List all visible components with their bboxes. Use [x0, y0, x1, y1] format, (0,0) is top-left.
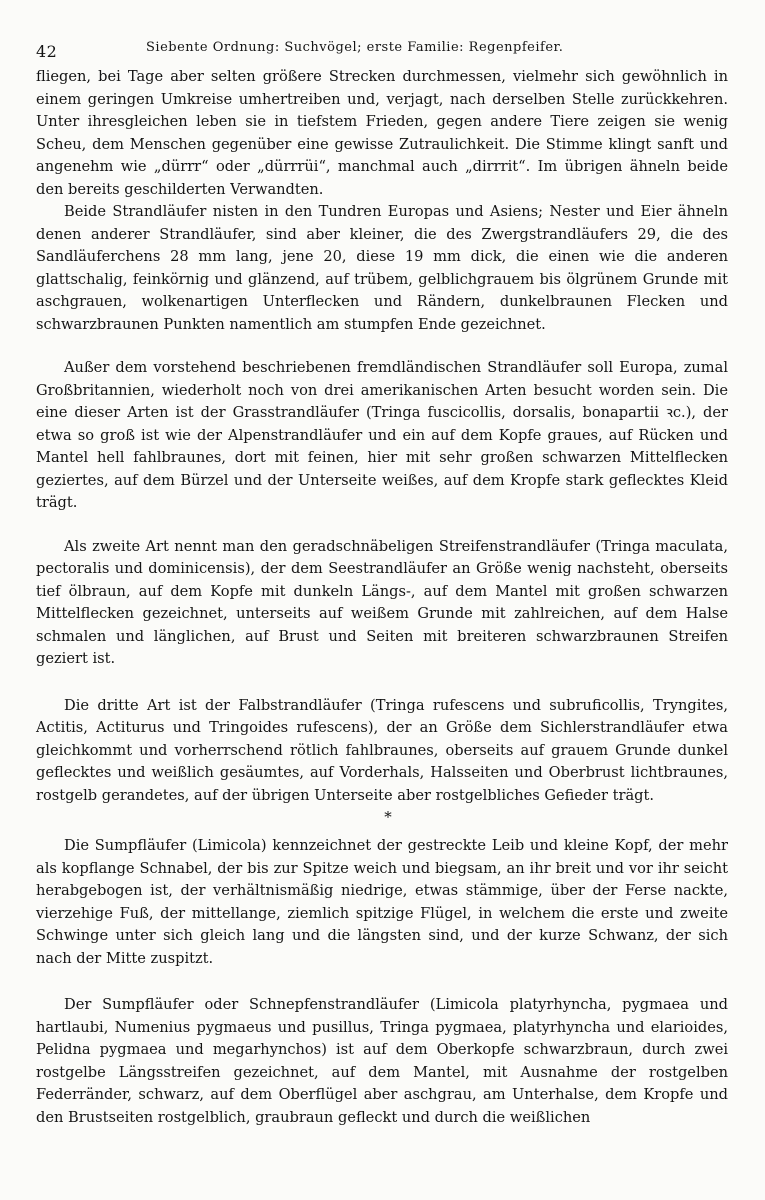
paragraph-gap [36, 671, 728, 695]
running-head: Siebente Ordnung: Suchvögel; erste Familie: Regenpfeifer. [146, 40, 564, 55]
paragraph-second-species: Als zweite Art nennt man den geradschnäbeligen Streifenstrandläufer (Tringa maculata, pectoralis und dominicensis), der dem Seestrandläufer an Größe wenig nachsteht, oberseits tief ölbraun, auf dem Kopfe mit dunkeln Längs-, auf dem Mantel mit großen schwarzen Mittelflecken gezeichnet, unterseits auf weißem Grunde mit zahlreichen, auf dem Halse schmalen und länglichen, auf Brust und Seiten mit breiteren schwarzbraunen Streifen geziert ist. [36, 537, 728, 667]
paragraph-gap [36, 336, 728, 357]
page-body [36, 66, 728, 1129]
page-header [36, 38, 725, 62]
paragraph-limicola-genus: Die Sumpfläufer (Limicola) kennzeichnet der gestreckte Leib und kleine Kopf, der mehr als kopflange Schnabel, der bis zur Spitze weich und biegsam, an ihr breit und vor ihr seicht herabgebogen ist, der verhältnismäßig niedrige, etwas stämmige, über der Ferse nackte, vierzehige Fuß, der mittellange, ziemlich spitzige Flügel, in welchem die erste und zweite Schwinge unter sich gleich lang und die längsten sind, und der kurze Schwanz, der sich nach der Mitte zuspitzt. [36, 837, 728, 967]
paragraph-limicola-species: Der Sumpfläufer oder Schnepfenstrandläufer (Limicola platyrhyncha, pygmaea und hartlaubi, Numenius pygmaeus und pusillus, Tringa pygmaea, platyrhyncha und elarioides, Pelidna pygmaea und megarhynchos) ist auf dem Oberkopfe schwarzbraun, durch zwei rostgelbe Längsstreifen gezeichnet, auf dem Mantel, mit Ausnahme der rostgelben Federränder, schwarz, auf dem Oberflügel aber aschgrau, am Unterhalse, dem Kropfe und den Brustseiten rostgelblich, graubraun gefleckt und durch die weißlichen [36, 996, 728, 1126]
page-number: 42 [36, 42, 58, 61]
section-separator: * [384, 808, 392, 826]
paragraph-nesting: Beide Strandläufer nisten in den Tundren Europas und Asiens; Nester und Eier ähneln denen anderer Strandläufer, sind aber kleiner, die des Zwergstrandläufers 29, die des Sandläuferchens 28 mm lang, jene 20, diese 19 mm dick, die einen wie die anderen glattschalig, feinkörnig und glänzend, auf trübem, gelblichgrauem bis ölgrünem Grunde mit aschgrauen, wolkenartigen Unterflecken und Rändern, dunkelbraunen Flecken und schwarzbraunen Punkten namentlich am stumpfen Ende gezeichnet. [36, 203, 728, 333]
paragraph-continued: fliegen, bei Tage aber selten größere Strecken durchmessen, vielmehr sich gewöhnlich in einem geringen Umkreise umhertreiben und, verjagt, nach derselben Stelle zurückkehren. Unter ihresgleichen leben sie in tiefstem Frieden, gegen andere Tiere zeigen sie wenig Scheu, dem Menschen gegenüber eine gewisse Zutraulichkeit. Die Stimme klingt sanft und angenehm wie „dürrr“ oder „dürrrüi“, manchmal auch „dirrrit“. Im übrigen ähneln beide den bereits geschilderten Verwandten. [36, 68, 728, 198]
paragraph-gap [36, 515, 728, 536]
paragraph-american-species: Außer dem vorstehend beschriebenen fremdländischen Strandläufer soll Europa, zumal Großbritannien, wiederholt noch von drei amerikanischen Arten besucht worden sein. Die eine dieser Arten ist der Grasstrandläufer (Tringa fuscicollis, dorsalis, bonapartii ꝛc.), der etwa so groß ist wie der Alpenstrandläufer und ein auf dem Kopfe graues, auf Rücken und Mantel hell fahlbraunes, dort mit feinen, hier mit sehr großen schwarzen Mittelflecken geziertes, auf dem Bürzel und der Unterseite weißes, auf dem Kropfe stark geflecktes Kleid trägt. [36, 359, 728, 511]
paragraph-third-species: Die dritte Art ist der Falbstrandläufer (Tringa rufescens und subruficollis, Tryngites, Actitis, Actiturus und Tringoides rufescens), der an Größe dem Sichlerstrandläufer etwa gleichkommt und vorherrschend rötlich fahlbraunes, oberseits auf grauem Grunde dunkel geflecktes und weißlich gesäumtes, auf Vorderhals, Halsseiten und Oberbrust lichtbraunes, rostgelb gerandetes, auf der übrigen Unterseite aber rostgelbliches Gefieder trägt. [36, 696, 728, 804]
paragraph-gap [36, 970, 728, 994]
